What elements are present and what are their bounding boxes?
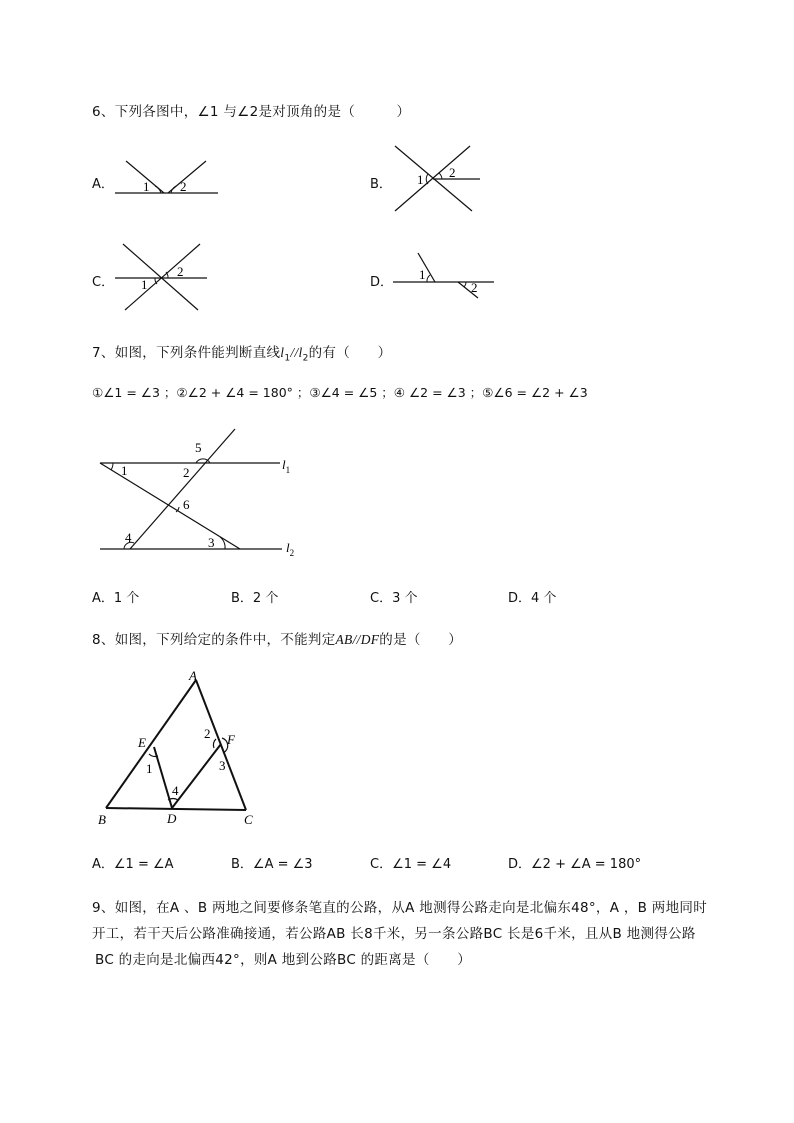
q6a-angle1-label: 1 xyxy=(143,179,150,194)
q7-angle3-label: 3 xyxy=(208,535,215,550)
q8-option-c[interactable]: C．∠1 = ∠4 xyxy=(370,857,452,872)
q6-figure-d xyxy=(390,250,498,300)
q7-l1-label: $l_1$ xyxy=(282,457,291,475)
q7-angle4-label: 4 xyxy=(125,530,132,545)
q6-option-d-label[interactable]: D． xyxy=(370,275,394,290)
q8-stem-suffix: 的是（ ） xyxy=(379,632,463,648)
q7-option-b[interactable]: B．2 个 xyxy=(231,591,279,606)
q7-angle1-arc xyxy=(111,463,113,470)
q7-l2-label: $l_2$ xyxy=(286,540,295,558)
q6c-angle2-label: 2 xyxy=(177,264,184,279)
q6c-angle1-label: 1 xyxy=(141,277,148,292)
q6d-angle1-label: 1 xyxy=(419,267,426,282)
q7-angle1-label: 1 xyxy=(121,463,128,478)
q7-figure xyxy=(92,425,312,560)
q6a-angle2-arc xyxy=(171,186,176,193)
q7-angle6-label: 6 xyxy=(183,497,190,512)
q6c-line-1 xyxy=(123,244,198,310)
q8-angle1-label: 1 xyxy=(146,761,153,776)
q6-figure-c xyxy=(110,240,212,315)
q7-stem-l2: l xyxy=(298,345,303,360)
q6-figure-b xyxy=(390,143,485,215)
q6-stem: 6、下列各图中，∠1 与∠2是对顶角的是（ ） xyxy=(92,104,411,120)
q8-point-e: E xyxy=(138,735,146,750)
q6-option-a-label[interactable]: A． xyxy=(92,177,114,192)
q6-option-c-label[interactable]: C． xyxy=(92,275,115,290)
q6-option-b-label[interactable]: B． xyxy=(370,177,392,192)
q6c-line-2 xyxy=(125,244,200,310)
q8-figure xyxy=(92,668,267,828)
q7-angle5-label: 5 xyxy=(195,440,202,455)
q8-angle3-label: 3 xyxy=(219,758,226,773)
q7-transversal-2 xyxy=(130,429,235,549)
q9-line-2: 开工，若干天后公路准确接通，若公路AB 长8千米，另一条公路BC 长是6千米，且从B 地测得公路 xyxy=(92,926,696,942)
q8-side-bc xyxy=(106,808,246,810)
q7-stem xyxy=(92,341,391,364)
q7-conditions: ①∠1 = ∠3 ；②∠2 + ∠4 = 180° ；③∠4 = ∠5 ；④ ∠2 = ∠3 ；⑤∠6 = ∠2 + ∠3 xyxy=(92,385,588,400)
q8-angle2-arc xyxy=(213,739,216,748)
q8-point-a: A xyxy=(189,668,197,683)
q8-segment-df xyxy=(172,744,221,808)
q7-stem-sub1: 1 xyxy=(284,353,291,364)
q7-stem-parallel: // xyxy=(290,345,299,360)
q7-option-d[interactable]: D．4 个 xyxy=(508,591,557,606)
q8-point-c: C xyxy=(244,812,253,827)
q6b-angle2-label: 2 xyxy=(449,165,456,180)
q8-angle2-label: 2 xyxy=(204,726,211,741)
q7-stem-prefix: 7、如图，下列条件能判断直线 xyxy=(92,345,281,361)
q8-option-d[interactable]: D．∠2 + ∠A = 180° xyxy=(508,857,642,872)
q8-option-a[interactable]: A．∠1 = ∠A xyxy=(92,857,174,872)
q8-stem xyxy=(92,628,462,648)
q8-angle4-arc xyxy=(168,798,178,800)
q7-stem-suffix: 的有（ ） xyxy=(308,345,392,361)
q8-option-b[interactable]: B．∠A = ∠3 xyxy=(231,857,313,872)
q6d-angle2-arc xyxy=(464,282,466,287)
q6b-angle2-arc xyxy=(439,173,442,179)
q6d-angle1-arc xyxy=(427,275,430,282)
q8-stem-prefix: 8、如图，下列给定的条件中，不能判定 xyxy=(92,632,336,648)
q6d-angle2-label: 2 xyxy=(471,280,478,295)
q6-figure-a xyxy=(110,155,222,200)
q7-option-c[interactable]: C．3 个 xyxy=(370,591,418,606)
q8-point-d: D xyxy=(167,811,177,826)
q9-line-1: 9、如图，在A 、B 两地之间要修条笔直的公路，从A 地测得公路走向是北偏东48°，A ，B 两地同时 xyxy=(92,900,708,916)
q8-point-f: F xyxy=(227,732,235,747)
q6b-angle1-label: 1 xyxy=(417,172,424,187)
q7-option-a[interactable]: A．1 个 xyxy=(92,591,140,606)
q7-angle2-label: 2 xyxy=(183,465,190,480)
q8-side-ab xyxy=(106,680,196,808)
q7-stem-sub2: 2 xyxy=(302,353,309,364)
q8-stem-relation: AB//DF xyxy=(335,632,380,647)
q8-angle4-label: 4 xyxy=(172,783,179,798)
q6a-angle2-label: 2 xyxy=(180,179,187,194)
q8-point-b: B xyxy=(98,812,106,827)
q7-stem-l1: l xyxy=(280,345,285,360)
q9-line-3: BC 的走向是北偏西42°，则A 地到公路BC 的距离是（ ） xyxy=(95,952,472,968)
